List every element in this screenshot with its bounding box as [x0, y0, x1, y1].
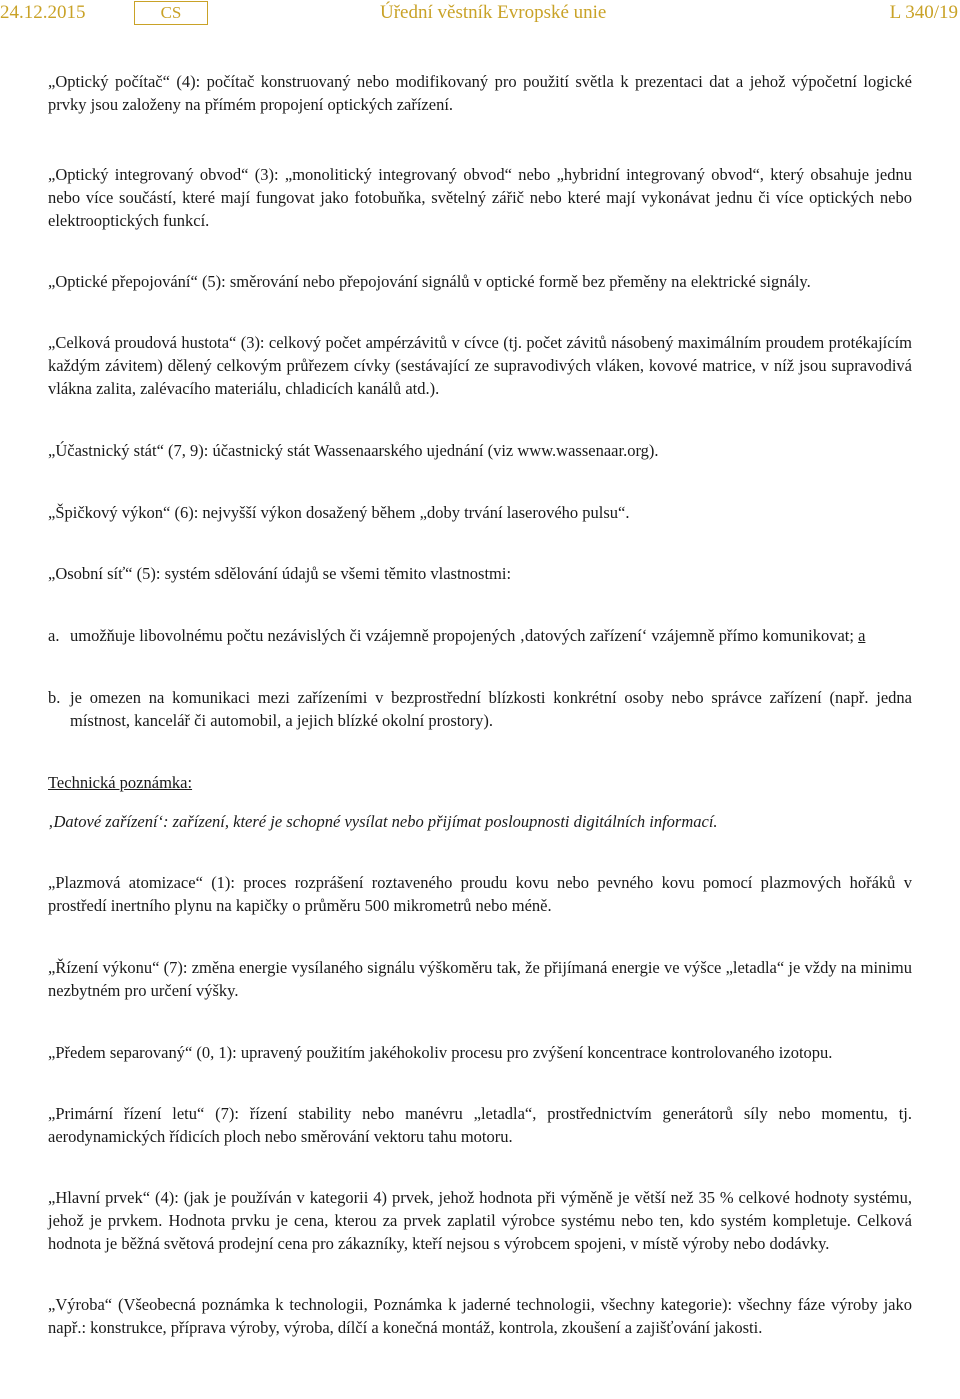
list-item-text: umožňuje libovolnému počtu nezávislých či vzájemně propojených ‚datových zařízení‘ vzájemně přímo komunikovat; a [70, 626, 866, 645]
page-header [0, 2, 960, 32]
list-item [48, 686, 912, 732]
list-item-label: a. [48, 626, 60, 645]
list-conjunction: a [858, 626, 866, 645]
definition-opticky-integrovany-obvod: „Optický integrovaný obvod“ (3): „monolitický integrovaný obvod“ nebo „hybridní integrovaný obvod“, který obsahuje jednu nebo více součástí, které mají fungovat jako fotobuňka, světelný zářič nebo které mají vykonávat jednu či více optických nebo elektrooptických funkcí. [48, 165, 912, 230]
document-body [48, 66, 912, 1339]
definition-celkova-proudova-hustota: „Celková proudová hustota“ (3): celkový počet ampérzávitů v cívce (tj. počet závitů násobený maximálním proudem protékajícím každým závitem) dělený celkovým průřezem cívky (sestávající ze supravodivých vláken, kovové matrice, v níž jsou supravodivá vlákna zalita, zalévacího materiálu, chladicích kanálů atd.). [48, 333, 912, 398]
definition-vyroba: „Výroba“ (Všeobecná poznámka k technologii, Poznámka k jaderné technologii, všechny kategorie): všechny fáze výroby jako např.: konstrukce, příprava výroby, výroba, dílčí a konečná montáž, kontrola, zkoušení a zajišťování jakosti. [48, 1295, 912, 1337]
definition-plazmova-atomizace: „Plazmová atomizace“ (1): proces rozprášení roztaveného proudu kovu nebo pevného kovu pomocí plazmových hořáků v prostředí inertního plynu na kapičky o průměru 500 mikrometrů nebo méně. [48, 873, 912, 915]
header-journal-title: Úřední věstník Evropské unie [380, 2, 607, 23]
definition-opticke-prepojovani: „Optické přepojování“ (5): směrování nebo přepojování signálů v optické formě bez přeměny na elektrické signály. [48, 272, 811, 291]
definition-predem-separovany: „Předem separovaný“ (0, 1): upravený použitím jakéhokoliv procesu pro zvýšení koncentrace kontrolovaného izotopu. [48, 1043, 833, 1062]
definition-hlavni-prvek: „Hlavní prvek“ (4): (jak je používán v kategorii 4) prvek, jehož hodnota při výměně je větší než 35 % celkové hodnoty systému, jehož je prvkem. Hodnota prvku je cena, kterou za prvek zaplatil výrobce systému nebo ten, kdo systém kompletuje. Celková hodnota je běžná světová prodejní cena pro zákazníky, kteří nejsou s výrobcem spojeni, v místě výroby nebo dodávky. [48, 1188, 912, 1253]
definition-rizeni-vykonu: „Řízení výkonu“ (7): změna energie vysílaného signálu výškoměru tak, že přijímaná energie ve výšce „letadla“ je vždy na minimu nezbytném pro určení výšky. [48, 958, 912, 1000]
header-page-number: L 340/19 [889, 2, 958, 23]
definition-primarni-rizeni-letu: „Primární řízení letu“ (7): řízení stability nebo manévru „letadla“, prostřednictvím generátorů síly nebo momentu, tj. aerodynamických řídicích ploch nebo směrování vektoru tahu motoru. [48, 1104, 912, 1146]
header-language-box: CS [134, 1, 208, 25]
technical-note-text: ‚Datové zařízení‘: zařízení, které je schopné vysílat nebo přijímat posloupnosti digitálních informací. [48, 812, 718, 831]
list-item-label: b. [48, 688, 61, 707]
technical-note-heading: Technická poznámka: [48, 773, 193, 792]
list-item-text: je omezen na komunikaci mezi zařízeními v bezprostřední blízkosti konkrétní osoby nebo správce zařízení (např. jedna místnost, kancelář či automobil, a jejich blízké okolní prostory). [70, 688, 912, 730]
definition-osobni-sit: „Osobní síť“ (5): systém sdělování údajů se všemi těmito vlastnostmi: [48, 564, 512, 583]
header-date: 24.12.2015 [0, 2, 86, 23]
definition-ucastnicky-stat: „Účastnický stát“ (7, 9): účastnický stát Wassenaarského ujednání (viz www.wassenaar.org). [48, 441, 659, 460]
list-item [48, 624, 912, 647]
definition-opticky-pocitac: „Optický počítač“ (4): počítač konstruovaný nebo modifikovaný pro použití světla k prezentaci dat a jehož výpočetní logické prvky jsou založeny na přímém propojení optických zařízení. [48, 72, 912, 114]
definition-spickovy-vykon: „Špičkový výkon“ (6): nejvyšší výkon dosažený během „doby trvání laserového pulsu“. [48, 503, 630, 522]
